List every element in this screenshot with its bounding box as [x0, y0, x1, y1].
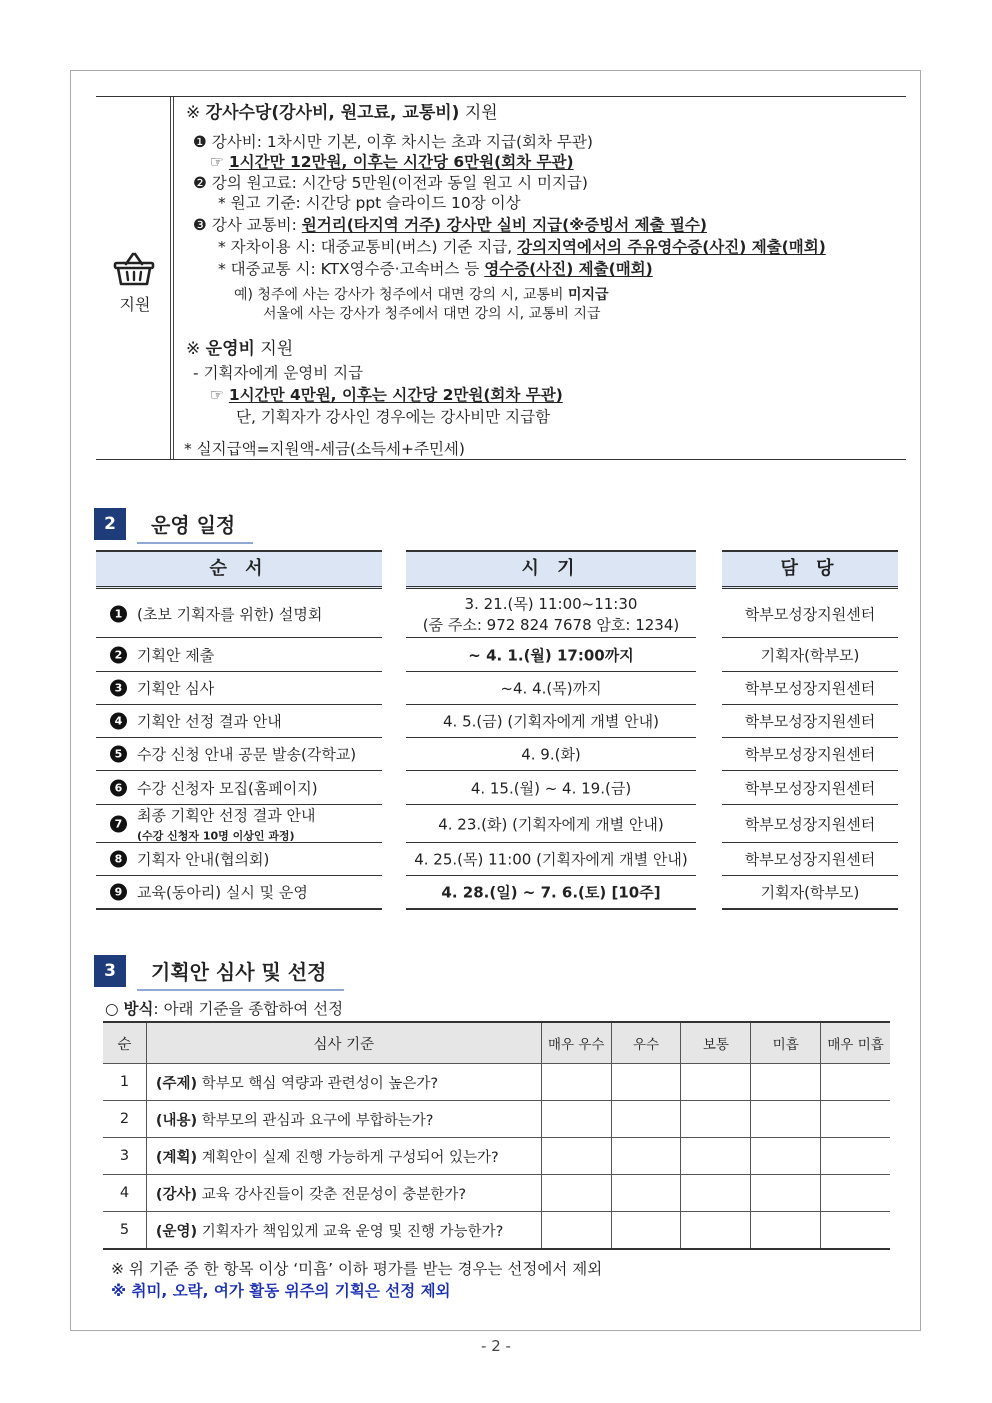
operation-fee-note: 단, 기획자가 강사인 경우에는 강사비만 지급함: [236, 408, 551, 426]
operation-fee-line: - 기획자에게 운영비 지급: [193, 364, 364, 382]
rating-cell[interactable]: [751, 1101, 821, 1138]
review-row: [103, 1101, 890, 1138]
step-number-badge: 5: [110, 746, 127, 763]
schedule-when: 4. 23.(화) (기획자에게 개별 안내): [438, 815, 664, 833]
travel-own-car: * 자차이용 시: 대중교통비(버스) 기준 지급, 강의지역에서의 주유영수증(사진) 제출(매회): [218, 238, 826, 256]
rating-cell[interactable]: [611, 1175, 681, 1212]
step-number-badge: 7: [110, 815, 127, 832]
schedule-who-cell: [722, 738, 898, 771]
schedule-when-cell: [406, 771, 696, 805]
schedule-who-cell: [722, 638, 898, 672]
schedule-owner: 학부모성장지원센터: [744, 850, 876, 869]
schedule-who-cell: [722, 805, 898, 843]
step-label: 기획자 안내(협의회): [137, 850, 270, 869]
page-number: - 2 -: [481, 1337, 511, 1355]
rating-cell[interactable]: [611, 1212, 681, 1250]
step-label: 기획안 심사: [137, 679, 215, 698]
schedule-who-cell: [722, 590, 898, 638]
schedule-when: 4. 25.(목) 11:00 (기획자에게 개별 안내): [414, 850, 688, 869]
schedule-when: 4. 9.(화): [521, 745, 581, 764]
section-2-number: 2: [94, 508, 126, 540]
schedule-who-cell: [722, 771, 898, 805]
schedule-owner: 기획자(학부모): [760, 883, 860, 902]
schedule-owner: 기획자(학부모): [760, 646, 860, 664]
manuscript-fee-line: ❷ 강의 원고료: 시간당 5만원(이전과 동일 원고 시 미지급): [193, 174, 588, 192]
review-header-row: [103, 1022, 890, 1064]
review-no: 5: [103, 1212, 146, 1250]
step-label: 수강 신청 안내 공문 발송(각학교): [137, 745, 357, 764]
rating-cell[interactable]: [751, 1138, 821, 1175]
zoom-info: (줌 주소: 972 824 7678 암호: 1234): [422, 615, 680, 634]
review-header-poor: 미흡: [751, 1022, 821, 1064]
schedule-when: 4. 5.(금) (기획자에게 개별 안내): [442, 712, 659, 731]
lecture-fee-line: ❶ 강사비: 1차시만 기본, 이후 차시는 초과 지급(회차 무관): [193, 133, 593, 151]
schedule-who-cell: [722, 843, 898, 876]
travel-public: * 대중교통 시: KTX영수증·고속버스 등 영수증(사진) 제출(매회): [218, 260, 653, 278]
rating-cell[interactable]: [681, 1175, 751, 1212]
schedule-header-when: 시 기: [406, 550, 696, 589]
exclusion-note: ※ 위 기준 중 한 항목 이상 ‘미흡’ 이하 평가를 받는 경우는 선정에서 제외: [111, 1260, 603, 1278]
schedule-owner: 학부모성장지원센터: [744, 815, 876, 833]
manuscript-criteria: * 원고 기준: 시간당 ppt 슬라이드 10장 이상: [218, 194, 521, 212]
pointing-hand-icon: ☞: [210, 386, 224, 404]
review-criterion: (내용) 학부모의 관심과 요구에 부합하는가?: [146, 1101, 541, 1138]
schedule-when: ~4. 4.(목)까지: [500, 679, 602, 698]
support-box: [96, 96, 906, 460]
support-label-column: [96, 97, 174, 459]
rating-cell[interactable]: [821, 1101, 890, 1138]
rating-cell[interactable]: [541, 1101, 611, 1138]
rating-cell[interactable]: [681, 1101, 751, 1138]
section-3-number: 3: [94, 955, 126, 987]
rating-cell[interactable]: [611, 1138, 681, 1175]
review-row: [103, 1212, 890, 1250]
schedule-when-cell: [406, 705, 696, 738]
schedule-step-cell: [96, 590, 382, 638]
schedule-step-cell: [96, 738, 382, 771]
review-criterion: (운영) 기획자가 책임있게 교육 운영 및 진행 가능한가?: [146, 1212, 541, 1250]
pointing-hand-icon: ☞: [210, 153, 224, 171]
schedule-when-cell: [406, 876, 696, 910]
review-criterion: (강사) 교육 강사진들이 갖춘 전문성이 충분한가?: [146, 1175, 541, 1212]
schedule-step-cell: [96, 672, 382, 705]
support-heading-1: ※ 강사수당(강사비, 원고료, 교통비) 지원: [186, 103, 498, 123]
schedule-step-cell: [96, 705, 382, 738]
rating-cell[interactable]: [541, 1138, 611, 1175]
review-header-excellent: 매우 우수: [541, 1022, 611, 1064]
lecture-fee-rate: ☞ 1시간만 12만원, 이후는 시간당 6만원(회차 무관): [210, 153, 574, 171]
travel-example-2: 서울에 사는 강사가 청주에서 대면 강의 시, 교통비 지급: [263, 306, 601, 322]
rating-cell[interactable]: [821, 1175, 890, 1212]
step-number-badge: 3: [110, 680, 127, 697]
review-header-good: 우수: [611, 1022, 681, 1064]
operation-fee-rate: ☞ 1시간만 4만원, 이후는 시간당 2만원(회차 무관): [210, 386, 563, 404]
schedule-step-cell: [96, 805, 382, 843]
review-criterion: (계획) 계획안이 실제 진행 가능하게 구성되어 있는가?: [146, 1138, 541, 1175]
review-criterion: (주제) 학부모 핵심 역량과 관련성이 높은가?: [146, 1064, 541, 1101]
rating-cell[interactable]: [611, 1101, 681, 1138]
step-label: 교육(동아리) 실시 및 운영: [137, 883, 308, 902]
rating-cell[interactable]: [821, 1064, 890, 1101]
schedule-step-cell: [96, 638, 382, 672]
review-no: 2: [103, 1101, 146, 1138]
schedule-owner: 학부모성장지원센터: [744, 605, 876, 623]
review-row: [103, 1064, 890, 1101]
review-row: [103, 1175, 890, 1212]
support-label: 지원: [119, 295, 151, 314]
schedule-when-cell: [406, 738, 696, 771]
schedule-when-cell: [406, 638, 696, 672]
schedule-owner: 학부모성장지원센터: [744, 712, 876, 731]
review-header-no: 순: [103, 1022, 146, 1064]
step-number-badge: 8: [110, 851, 127, 868]
review-method: ○ 방식: 아래 기준을 종합하여 선정: [105, 1000, 344, 1018]
schedule-owner: 학부모성장지원센터: [744, 679, 876, 698]
review-header-criteria: 심사 기준: [146, 1022, 541, 1064]
schedule-step-cell: [96, 771, 382, 805]
rating-cell[interactable]: [611, 1064, 681, 1101]
schedule-owner: 학부모성장지원센터: [744, 779, 876, 797]
review-header-average: 보통: [681, 1022, 751, 1064]
schedule-who-cell: [722, 672, 898, 705]
schedule-header-step: 순 서: [96, 550, 382, 589]
rating-cell[interactable]: [541, 1212, 611, 1250]
step-label: 기획안 제출: [137, 646, 215, 664]
rating-cell[interactable]: [821, 1212, 890, 1250]
rating-cell[interactable]: [681, 1064, 751, 1101]
schedule-who-cell: [722, 705, 898, 738]
rating-cell[interactable]: [541, 1175, 611, 1212]
review-row: [103, 1138, 890, 1175]
rating-cell[interactable]: [821, 1138, 890, 1175]
section-2-title: 운영 일정: [137, 509, 253, 544]
step-number-badge: 2: [110, 646, 127, 663]
schedule-when: 4. 28.(일) ~ 7. 6.(토) [10주]: [441, 883, 661, 902]
step-label: 기획안 선정 결과 안내: [137, 712, 282, 731]
review-no: 3: [103, 1138, 146, 1175]
schedule-when-cell: [406, 672, 696, 705]
net-payment-note: * 실지급액=지원액-세금(소득세+주민세): [184, 440, 465, 458]
schedule-step-cell: [96, 876, 382, 910]
step-label: 수강 신청자 모집(홈페이지): [137, 779, 318, 797]
rating-cell[interactable]: [681, 1138, 751, 1175]
schedule-when-cell: [406, 590, 696, 638]
rating-cell[interactable]: [751, 1175, 821, 1212]
schedule-when: 4. 15.(월) ~ 4. 19.(금): [470, 779, 632, 797]
travel-example-1: 예) 청주에 사는 강사가 청주에서 대면 강의 시, 교통비 미지급: [234, 287, 609, 303]
schedule-when: 3. 21.(목) 11:00~11:30: [464, 594, 638, 613]
schedule-when: ~ 4. 1.(월) 17:00까지: [468, 646, 634, 664]
schedule-step-cell: [96, 843, 382, 876]
hobby-exclusion-note: ※ 취미, 오락, 여가 활동 위주의 기획은 선정 제외: [111, 1282, 451, 1300]
step-number-badge: 1: [110, 605, 127, 622]
section-3-title: 기획안 심사 및 선정: [137, 956, 344, 991]
schedule-when-cell: [406, 843, 696, 876]
travel-fee-line: ❸ 강사 교통비: 원거리(타지역 거주) 강사만 실비 지급(※증빙서 제출 필수): [193, 216, 707, 234]
step-number-badge: 9: [110, 884, 127, 901]
rating-cell[interactable]: [681, 1212, 751, 1250]
basket-icon: [113, 247, 155, 289]
schedule-header-who: 담 당: [722, 550, 898, 589]
step-number-badge: 6: [110, 779, 127, 796]
step-number-badge: 4: [110, 713, 127, 730]
step-label: 최종 기획안 선정 결과 안내: [137, 806, 316, 824]
schedule-who-cell: [722, 876, 898, 910]
review-no: 4: [103, 1175, 146, 1212]
schedule-when-cell: [406, 805, 696, 843]
review-no: 1: [103, 1064, 146, 1101]
rating-cell[interactable]: [751, 1212, 821, 1250]
review-header-very-poor: 매우 미흡: [821, 1022, 890, 1064]
schedule-owner: 학부모성장지원센터: [744, 745, 876, 764]
rating-cell[interactable]: [541, 1064, 611, 1101]
support-heading-2: ※ 운영비 지원: [186, 339, 294, 359]
rating-cell[interactable]: [751, 1064, 821, 1101]
step-sublabel: (수강 신청자 10명 이상인 과정): [137, 829, 295, 842]
step-label: (초보 기획자를 위한) 설명회: [137, 605, 323, 623]
review-table: [103, 1021, 890, 1250]
